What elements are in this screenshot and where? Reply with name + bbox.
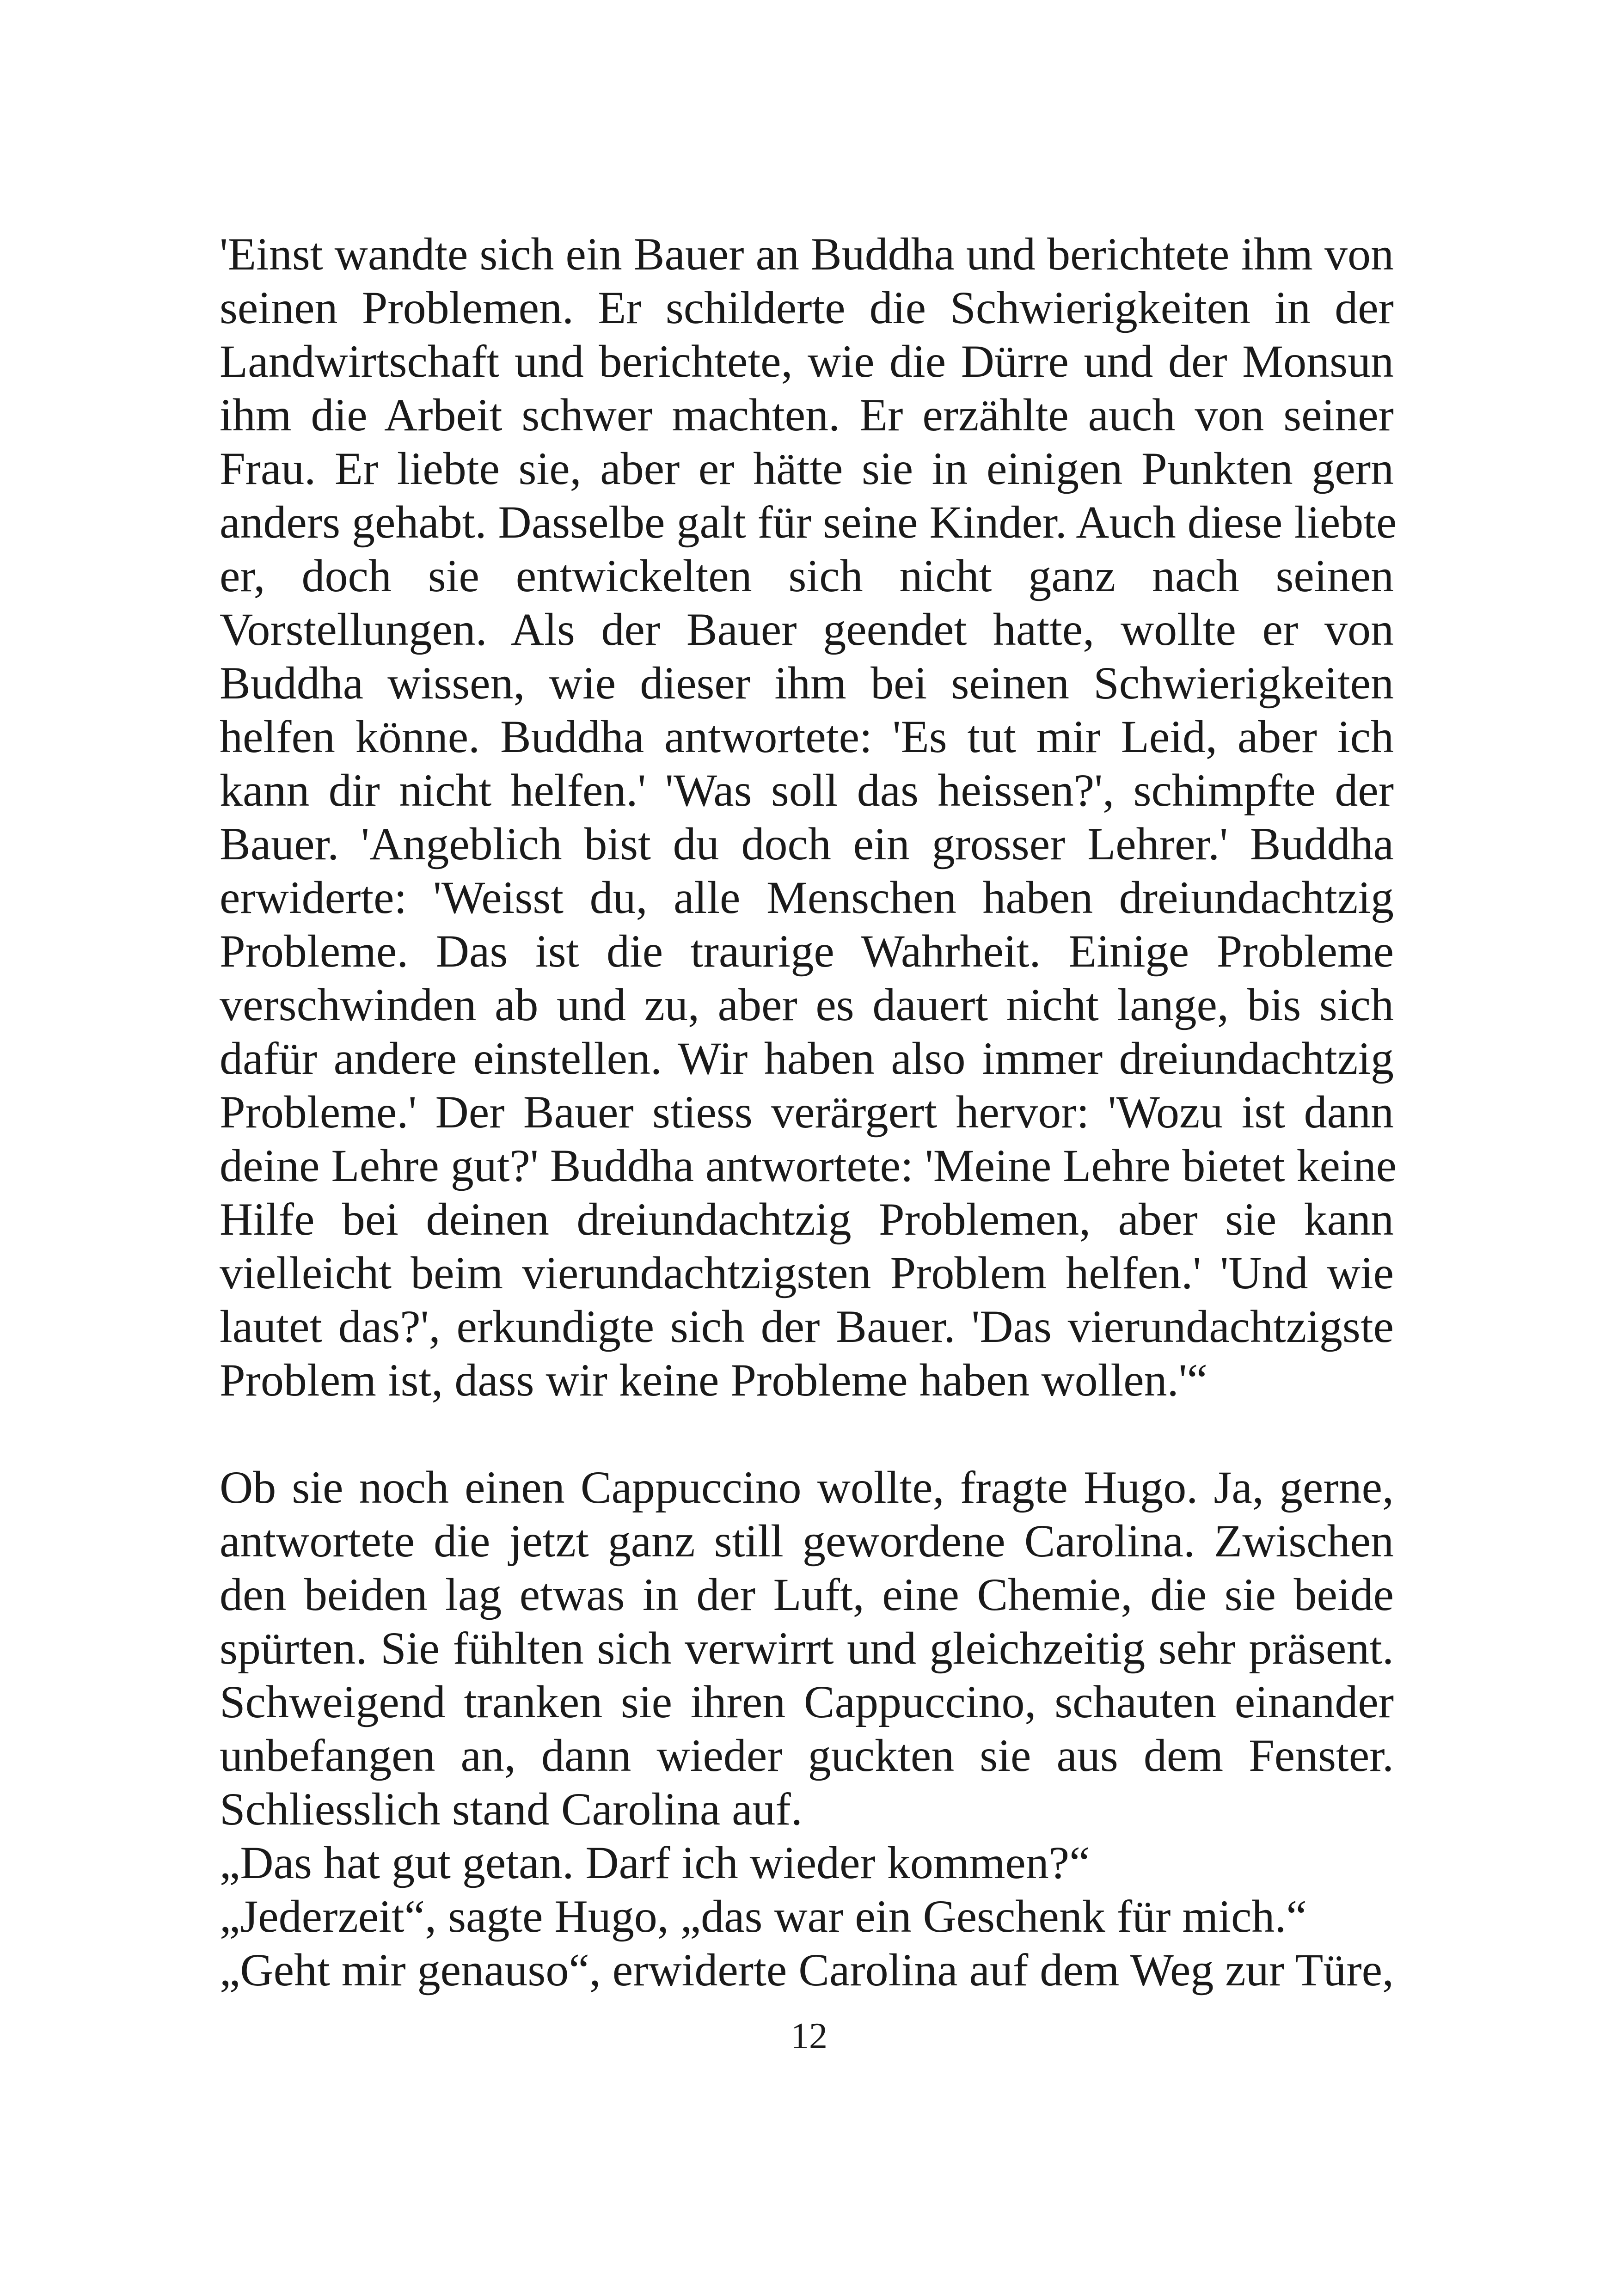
text-line: spürten. Sie fühlten sich verwirrt und gleichzeitig sehr präsent. — [220, 1623, 1394, 1674]
text-line: den beiden lag etwas in der Luft, eine Chemie, die sie beide — [220, 1569, 1394, 1620]
text-line: dafür andere einstellen. Wir haben also immer dreiundachtzig — [220, 1033, 1394, 1084]
text-line: Landwirtschaft und berichtete, wie die Dürre und der Monsun — [220, 336, 1394, 387]
text-line: lautet das?', erkundigte sich der Bauer. 'Das vierundachtzigste — [220, 1301, 1394, 1352]
text-line: Problem ist, dass wir keine Probleme haben wollen.'“ — [220, 1354, 1208, 1406]
text-line: deine Lehre gut?' Buddha antwortete: 'Meine Lehre bietet keine — [220, 1140, 1397, 1191]
text-line: unbefangen an, dann wieder guckten sie aus dem Fenster. — [220, 1730, 1394, 1781]
text-line: „Geht mir genauso“, erwiderte Carolina auf dem Weg zur Türe, — [220, 1944, 1394, 1996]
text-line: kann dir nicht helfen.' 'Was soll das heissen?', schimpfte der — [220, 765, 1394, 816]
text-line: „Jederzeit“, sagte Hugo, „das war ein Geschenk für mich.“ — [220, 1891, 1307, 1942]
text-line: antwortete die jetzt ganz still gewordene Carolina. Zwischen — [220, 1515, 1394, 1567]
text-line: Probleme. Das ist die traurige Wahrheit. Einige Probleme — [220, 925, 1394, 977]
text-line: anders gehabt. Dasselbe galt für seine Kinder. Auch diese liebte — [220, 496, 1397, 548]
text-line: Bauer. 'Angeblich bist du doch ein grosser Lehrer.' Buddha — [220, 818, 1394, 869]
text-line: „Das hat gut getan. Darf ich wieder kommen?“ — [220, 1837, 1090, 1888]
text-line: Frau. Er liebte sie, aber er hätte sie in einigen Punkten gern — [220, 443, 1394, 494]
text-line: Hilfe bei deinen dreiundachtzig Problemen, aber sie kann — [220, 1194, 1394, 1245]
text-line: Probleme.' Der Bauer stiess verärgert hervor: 'Wozu ist dann — [220, 1086, 1394, 1138]
text-line: erwiderte: 'Weisst du, alle Menschen haben dreiundachtzig — [220, 872, 1394, 923]
text-line: 'Einst wandte sich ein Bauer an Buddha und berichtete ihm von — [220, 228, 1394, 280]
text-line: Buddha wissen, wie dieser ihm bei seinen Schwierigkeiten — [220, 657, 1394, 709]
paragraph-gap — [220, 1407, 1394, 1461]
text-line: Schliesslich stand Carolina auf. — [220, 1783, 803, 1835]
body-text — [220, 227, 1397, 1997]
text-line: Schweigend tranken sie ihren Cappuccino, schauten einander — [220, 1676, 1394, 1727]
text-line: Ob sie noch einen Cappuccino wollte, fragte Hugo. Ja, gerne, — [220, 1462, 1394, 1513]
text-line: seinen Problemen. Er schilderte die Schwierigkeiten in der — [220, 282, 1394, 333]
text-line: helfen könne. Buddha antwortete: 'Es tut mir Leid, aber ich — [220, 711, 1394, 762]
text-line: verschwinden ab und zu, aber es dauert nicht lange, bis sich — [220, 979, 1394, 1030]
text-line: ihm die Arbeit schwer machten. Er erzählte auch von seiner — [220, 389, 1394, 441]
text-line: Vorstellungen. Als der Bauer geendet hatte, wollte er von — [220, 604, 1394, 655]
text-line: vielleicht beim vierundachtzigsten Problem helfen.' 'Und wie — [220, 1247, 1394, 1298]
text-line: er, doch sie entwickelten sich nicht ganz nach seinen — [220, 550, 1394, 601]
page-number: 12 — [791, 2016, 827, 2057]
